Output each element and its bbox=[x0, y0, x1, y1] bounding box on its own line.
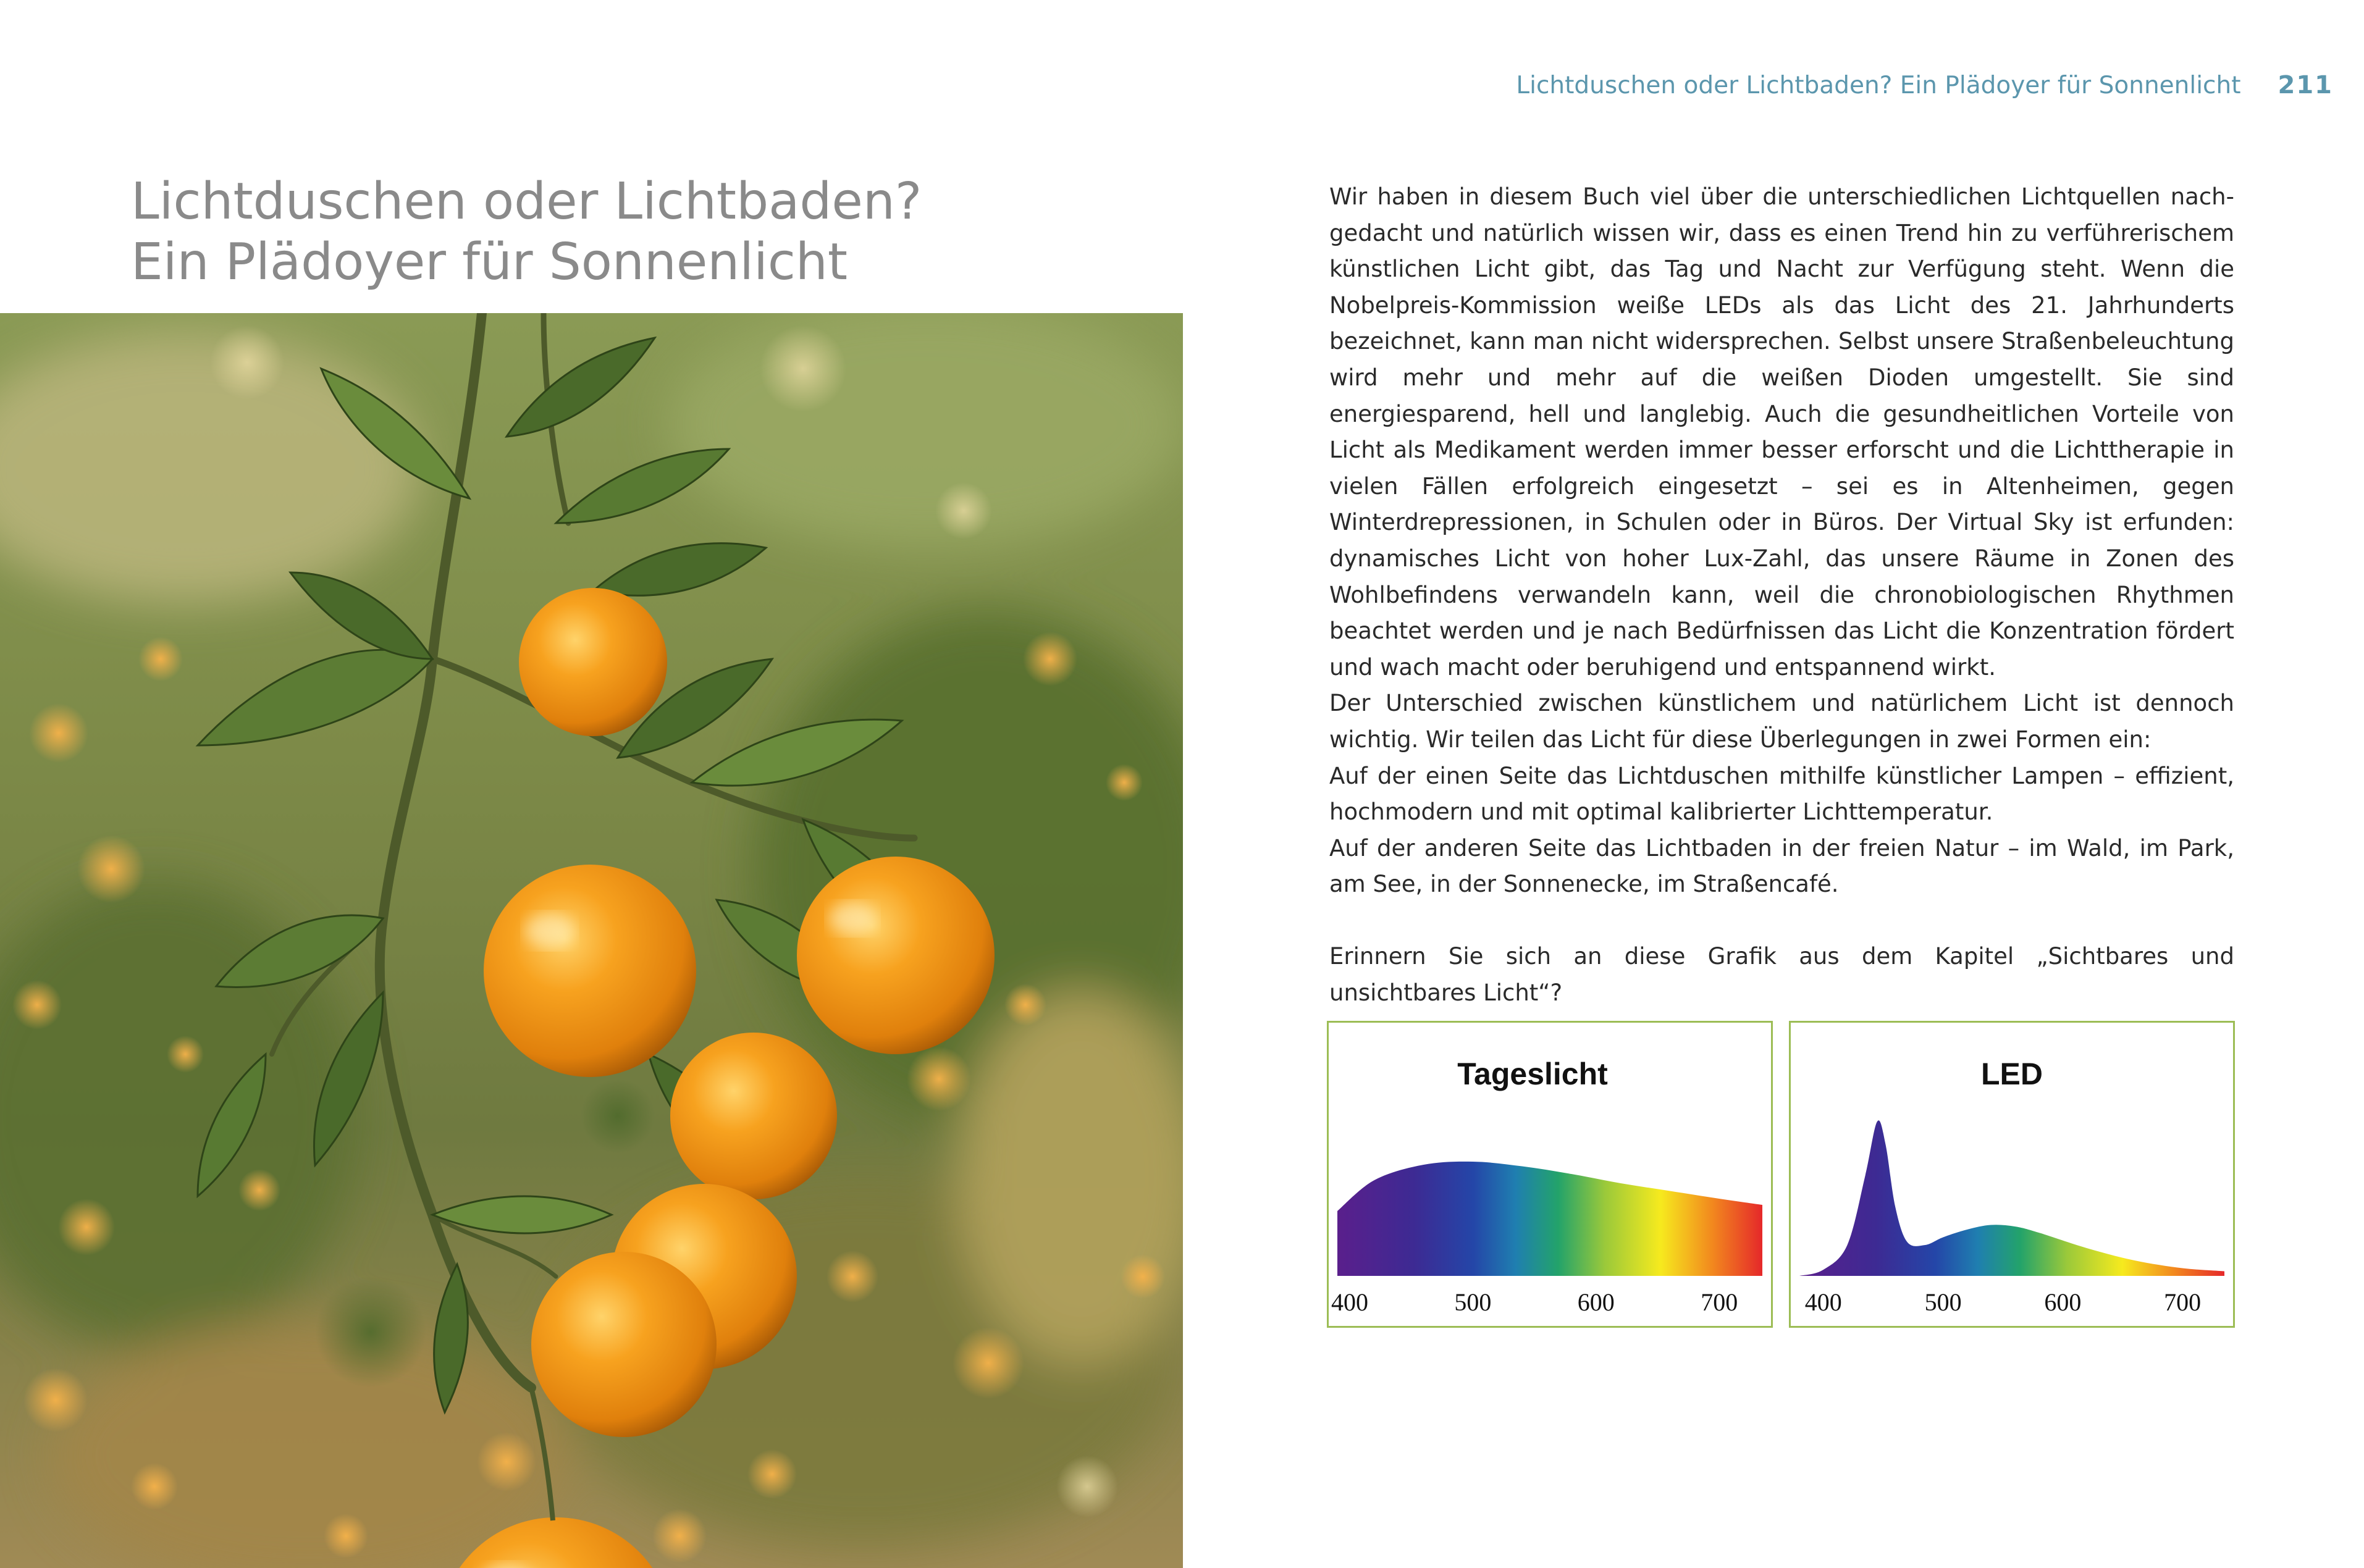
page-number: 211 bbox=[2278, 71, 2333, 99]
orange-tree-photo bbox=[0, 313, 1183, 1568]
chart-title: LED bbox=[1981, 1057, 2043, 1091]
x-tick-label: 700 bbox=[2164, 1288, 2202, 1316]
body-text bbox=[1329, 179, 2234, 1012]
x-tick-label: 600 bbox=[1577, 1288, 1615, 1316]
chapter-title-line-2: Ein Plädoyer für Sonnenlicht bbox=[131, 233, 848, 291]
x-tick-label: 500 bbox=[1454, 1288, 1492, 1316]
x-tick-label: 500 bbox=[1924, 1288, 1962, 1316]
x-tick-label: 700 bbox=[1701, 1288, 1738, 1316]
paragraph-4: Auf der anderen Seite das Lichtbaden in der freien Natur – im Wald, im Park, am See, in der Sonnenecke, im Straßencafé. bbox=[1329, 834, 2234, 898]
x-tick-label: 400 bbox=[1331, 1288, 1368, 1316]
running-head-title: Lichtduschen oder Lichtbaden? Ein Plädoyer für Sonnenlicht bbox=[1516, 71, 2241, 99]
chapter-title-line-1: Lichtduschen oder Lichtbaden? bbox=[131, 172, 922, 231]
x-tick-label: 400 bbox=[1804, 1288, 1842, 1316]
paragraph-5: Erinnern Sie sich an diese Grafik aus dem Kapitel „Sichtbares und unsichtbares Licht“? bbox=[1329, 943, 2234, 1007]
x-tick-label: 600 bbox=[2044, 1288, 2082, 1316]
paragraph-1: Wir haben in diesem Buch viel über die unterschiedlichen Lichtquellen nachgedacht und natürlich wissen wir, dass es einen Trend hin zu verführerischem künstlichen Licht gibt, das Tag und Nacht zur Verfügung steht. Wenn die Nobelpreis-Kommission weiße LEDs als das Licht des 21. Jahrhunderts bezeichnet, kann man nicht widersprechen. Selbst unsere Straßenbeleuchtung wird mehr und mehr auf die weißen Dioden umgestellt. Sie sind energiesparend, hell und langlebig. Auch die gesundheitlichen Vorteile von Licht als Medikament werden immer besser erforscht und die Lichttherapie in vielen Fällen erfolgreich eingesetzt – sei es in Altenheimen, gegen Winterdrepressionen, in Schulen oder in Büros. Der Virtual Sky ist erfunden: dynamisches Licht von hoher Lux-Zahl, das unsere Räume in Zonen des Wohlbefindens verwandeln kann, weil die chronobiologischen Rhythmen beachtet werden und je nach Bedürfnissen das Licht die Konzentration fördert und wach macht oder beruhigend und entspannend wirkt. bbox=[1329, 183, 2234, 681]
chapter-title bbox=[131, 172, 1181, 293]
paragraph-2: Der Unterschied zwischen künstlichem und natürlichem Licht ist dennoch wichtig. Wir teilen das Licht für diese Überlegungen in zwei Formen ein: bbox=[1329, 690, 2234, 753]
running-head bbox=[1516, 67, 2333, 104]
paragraph-3: Auf der einen Seite das Lichtduschen mithilfe künstlicher Lampen – effizient, hochmodern und mit optimal kalibrierter Lichttemperatur. bbox=[1329, 762, 2234, 826]
chart-title: Tageslicht bbox=[1457, 1057, 1608, 1091]
chart-tageslicht bbox=[1327, 1021, 1773, 1328]
spectrum-area bbox=[1337, 1162, 1762, 1276]
chart-led bbox=[1789, 1021, 2235, 1328]
spectrum-area bbox=[1799, 1120, 2224, 1276]
